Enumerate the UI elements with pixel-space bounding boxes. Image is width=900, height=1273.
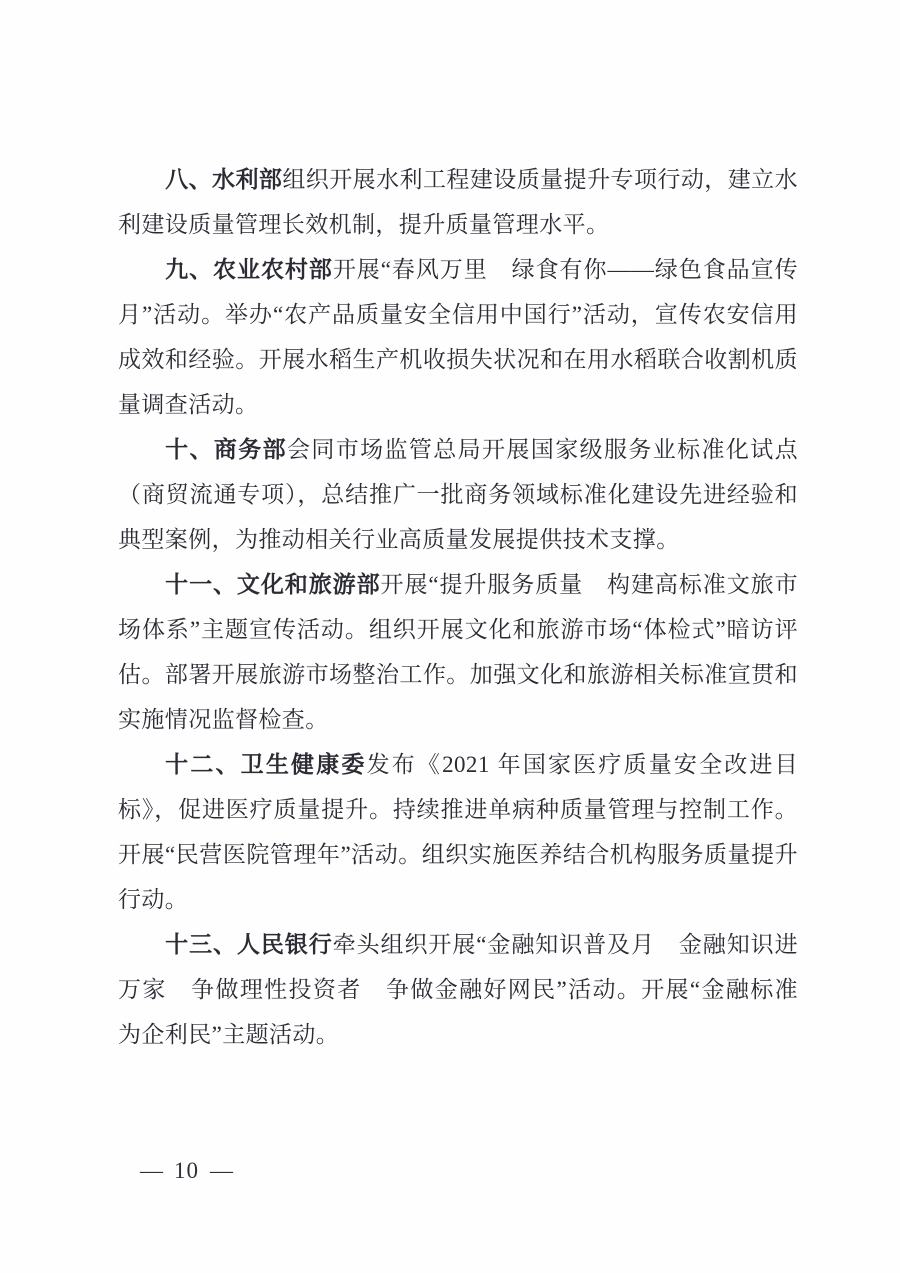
page-number: 10 xyxy=(174,1158,199,1183)
page-footer xyxy=(140,1158,233,1184)
paragraph-body: 开展“提升服务质量 构建高标准文旅市场体系”主题宣传活动。组织开展文化和旅游市场“体检式”暗访评估。部署开展旅游市场整治工作。加强文化和旅游相关标准宣贯和实施情况监督检查。 xyxy=(118,572,798,732)
paragraph-lead: 十二、卫生健康委 xyxy=(165,751,367,777)
paragraph-body: 会同市场监管总局开展国家级服务业标准化试点（商贸流通专项），总结推广一批商务领域标准化建设先进经验和典型案例，为推动相关行业高质量发展提供技术支撑。 xyxy=(118,437,798,552)
paragraph xyxy=(118,427,798,562)
paragraph-lead: 八、水利部 xyxy=(165,166,283,192)
footer-dash-right: — xyxy=(210,1158,233,1183)
paragraph xyxy=(118,562,798,742)
paragraph-lead: 十三、人民银行 xyxy=(165,931,333,957)
paragraph-lead: 十、商务部 xyxy=(165,436,288,462)
paragraph-lead: 九、农业农村部 xyxy=(165,256,333,282)
paragraph-lead: 十一、文化和旅游部 xyxy=(165,571,381,597)
paragraph-body: 开展“春风万里 绿食有你——绿色食品宣传月”活动。举办“农产品质量安全信用中国行”活动，宣传农安信用成效和经验。开展水稻生产机收损失状况和在用水稻联合收割机质量调查活动。 xyxy=(118,257,798,417)
paragraph xyxy=(118,247,798,427)
paragraph xyxy=(118,157,798,247)
paragraph xyxy=(118,742,798,922)
paragraph-body: 组织开展水利工程建设质量提升专项行动，建立水利建设质量管理长效机制，提升质量管理水平。 xyxy=(118,167,798,237)
paragraph-body: 牵头组织开展“金融知识普及月 金融知识进万家 争做理性投资者 争做金融好网民”活动。开展“金融标准 为企利民”主题活动。 xyxy=(118,932,822,1047)
paragraph-body: 发布《2021 年国家医疗质量安全改进目标》，促进医疗质量提升。持续推进单病种质量管理与控制工作。开展“民营医院管理年”活动。组织实施医养结合机构服务质量提升行动。 xyxy=(118,752,799,912)
document-text xyxy=(118,157,822,1057)
paragraph xyxy=(118,922,822,1057)
footer-dash-left: — xyxy=(140,1158,163,1183)
